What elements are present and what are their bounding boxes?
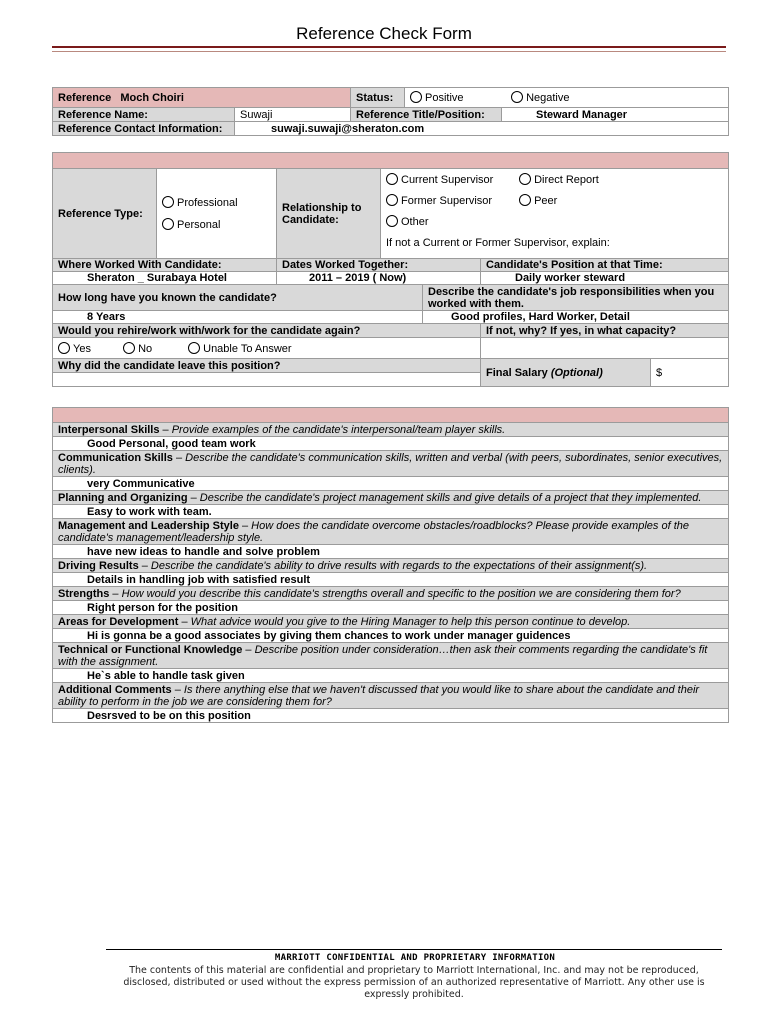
question-technical: Technical or Functional Knowledge – Describe position under consideration…then ask their comments regarding the candidate's fit with the assignment. — [53, 643, 729, 669]
rel-peer-label: Peer — [534, 195, 558, 207]
question-planning: Planning and Organizing – Describe the candidate's project management skills and give details of a project that they implemented. — [53, 491, 729, 505]
question-management: Management and Leadership Style – How does the candidate overcome obstacles/roadblocks? Please provide examples of the candidate's management/leadership style. — [53, 519, 729, 545]
how-long-label: How long have you known the candidate? — [53, 285, 423, 311]
radio-icon[interactable] — [386, 215, 398, 227]
radio-icon[interactable] — [162, 196, 174, 208]
status-positive-label: Positive — [425, 92, 464, 104]
dates-value[interactable]: 2011 – 2019 ( Now) — [277, 272, 481, 285]
if-not-value[interactable] — [481, 338, 729, 359]
answer-strengths[interactable]: Right person for the position — [53, 601, 729, 615]
radio-icon[interactable] — [386, 173, 398, 185]
question-driving-results: Driving Results – Describe the candidate's ability to drive results with regards to the expectations of their assignment(s). — [53, 559, 729, 573]
answer-planning[interactable]: Easy to work with team. — [53, 505, 729, 519]
footer-heading: MARRIOTT CONFIDENTIAL AND PROPRIETARY INFORMATION — [274, 953, 556, 963]
title-position-value[interactable]: Steward Manager — [502, 108, 729, 122]
competency-table — [52, 407, 729, 723]
how-long-value[interactable]: 8 Years — [53, 311, 423, 324]
rehire-unable-option[interactable] — [188, 342, 291, 355]
type-personal-option[interactable] — [162, 214, 220, 236]
radio-icon[interactable] — [511, 91, 523, 103]
rehire-no-label: No — [138, 342, 153, 355]
why-leave-value[interactable] — [53, 373, 481, 387]
footer-rule — [106, 949, 722, 950]
rel-direct-report-option[interactable] — [519, 170, 599, 191]
radio-icon[interactable] — [410, 91, 422, 103]
radio-icon[interactable] — [386, 194, 398, 206]
rel-former-supervisor-option[interactable] — [386, 191, 516, 212]
radio-icon[interactable] — [519, 173, 531, 185]
relationship-label: Relationship to Candidate: — [277, 169, 381, 259]
question-interpersonal: Interpersonal Skills – Provide examples of the candidate's interpersonal/team player skills. — [53, 423, 729, 437]
rel-former-supervisor-label: Former Supervisor — [401, 195, 493, 207]
status-options — [405, 88, 729, 108]
rehire-label: Would you rehire/work with/work for the candidate again? — [53, 324, 481, 338]
title-rule-thin — [52, 51, 726, 52]
final-salary-value[interactable]: $ — [651, 359, 729, 387]
radio-icon[interactable] — [519, 194, 531, 206]
radio-icon[interactable] — [188, 342, 200, 354]
rel-current-supervisor-label: Current Supervisor — [401, 174, 494, 186]
rehire-unable-label: Unable To Answer — [203, 342, 292, 355]
rehire-options — [53, 338, 481, 359]
reference-info-table — [52, 87, 729, 136]
if-not-label: If not, why? If yes, in what capacity? — [481, 324, 729, 338]
final-salary-optional: (Optional) — [550, 366, 603, 379]
final-salary-label: Final Salary (Optional) — [481, 359, 651, 387]
position-label: Candidate's Position at that Time: — [481, 259, 729, 272]
position-value[interactable]: Daily worker steward — [481, 272, 729, 285]
responsibilities-label: Describe the candidate's job responsibilities when you worked with them. — [423, 285, 729, 311]
contact-label: Reference Contact Information: — [53, 122, 235, 136]
relationship-table — [52, 152, 729, 387]
radio-icon[interactable] — [162, 218, 174, 230]
status-negative-label: Negative — [526, 92, 570, 104]
reference-label: Reference — [58, 91, 112, 104]
rehire-no-option[interactable] — [123, 342, 185, 355]
rel-direct-report-label: Direct Report — [534, 174, 599, 186]
reference-name-label: Reference Name: — [53, 108, 235, 122]
status-positive-option[interactable] — [410, 91, 508, 104]
explain-label: If not a Current or Former Supervisor, explain: — [386, 237, 610, 249]
title-position-label: Reference Title/Position: — [351, 108, 502, 122]
status-negative-option[interactable] — [511, 91, 569, 104]
radio-icon[interactable] — [123, 342, 135, 354]
reference-cell — [53, 88, 351, 108]
rehire-yes-option[interactable] — [58, 342, 120, 355]
answer-driving-results[interactable]: Details in handling job with satisfied result — [53, 573, 729, 587]
where-worked-label: Where Worked With Candidate: — [53, 259, 277, 272]
reference-value: Moch Choiri — [120, 91, 184, 104]
section-header-bar — [53, 153, 729, 169]
question-development: Areas for Development – What advice would you give to the Hiring Manager to help this person continue to develop. — [53, 615, 729, 629]
answer-additional[interactable]: Desrsved to be on this position — [53, 709, 729, 723]
type-personal-label: Personal — [177, 218, 221, 231]
where-worked-value[interactable]: Sheraton _ Surabaya Hotel — [53, 272, 277, 285]
rel-other-option[interactable] — [386, 212, 429, 233]
form-title: Reference Check Form — [296, 24, 472, 43]
answer-management[interactable]: have new ideas to handle and solve problem — [53, 545, 729, 559]
relationship-options — [381, 169, 729, 259]
question-strengths: Strengths – How would you describe this candidate's strengths overall and specific to the position we are considering them for? — [53, 587, 729, 601]
reference-name-value[interactable]: Suwaji — [235, 108, 351, 122]
why-leave-label: Why did the candidate leave this position? — [53, 359, 481, 373]
responsibilities-value[interactable]: Good profiles, Hard Worker, Detail — [423, 311, 729, 324]
answer-development[interactable]: Hi is gonna be a good associates by giving them chances to work under manager guidences — [53, 629, 729, 643]
reference-type-options — [157, 169, 277, 259]
section-header-bar — [53, 408, 729, 423]
title-rule — [52, 46, 726, 48]
rehire-yes-label: Yes — [73, 342, 91, 355]
answer-communication[interactable]: very Communicative — [53, 477, 729, 491]
answer-interpersonal[interactable]: Good Personal, good team work — [53, 437, 729, 451]
rel-other-label: Other — [401, 216, 429, 228]
answer-technical[interactable]: He`s able to handle task given — [53, 669, 729, 683]
question-communication: Communication Skills – Describe the candidate's communication skills, written and verbal (with peers, subordinates, senior executives, clients). — [53, 451, 729, 477]
rel-current-supervisor-option[interactable] — [386, 170, 516, 191]
radio-icon[interactable] — [58, 342, 70, 354]
type-professional-option[interactable] — [162, 192, 238, 214]
dates-label: Dates Worked Together: — [277, 259, 481, 272]
question-additional: Additional Comments – Is there anything else that we haven't discussed that you would like to share about the candidate and their ability to perform in the job we are considering them for? — [53, 683, 729, 709]
type-professional-label: Professional — [177, 196, 238, 209]
status-label: Status: — [351, 88, 405, 108]
contact-value[interactable]: suwaji.suwaji@sheraton.com — [235, 122, 729, 136]
rel-peer-option[interactable] — [519, 191, 557, 212]
footer-disclaimer: The contents of this material are confidential and proprietary to Marriott International, Inc. and may not be reproduced, disclosed, distributed or used without the express permission of an authorized representative of Marriott. Any other use is expressly prohibited. — [123, 965, 705, 1000]
reference-type-label: Reference Type: — [53, 169, 157, 259]
